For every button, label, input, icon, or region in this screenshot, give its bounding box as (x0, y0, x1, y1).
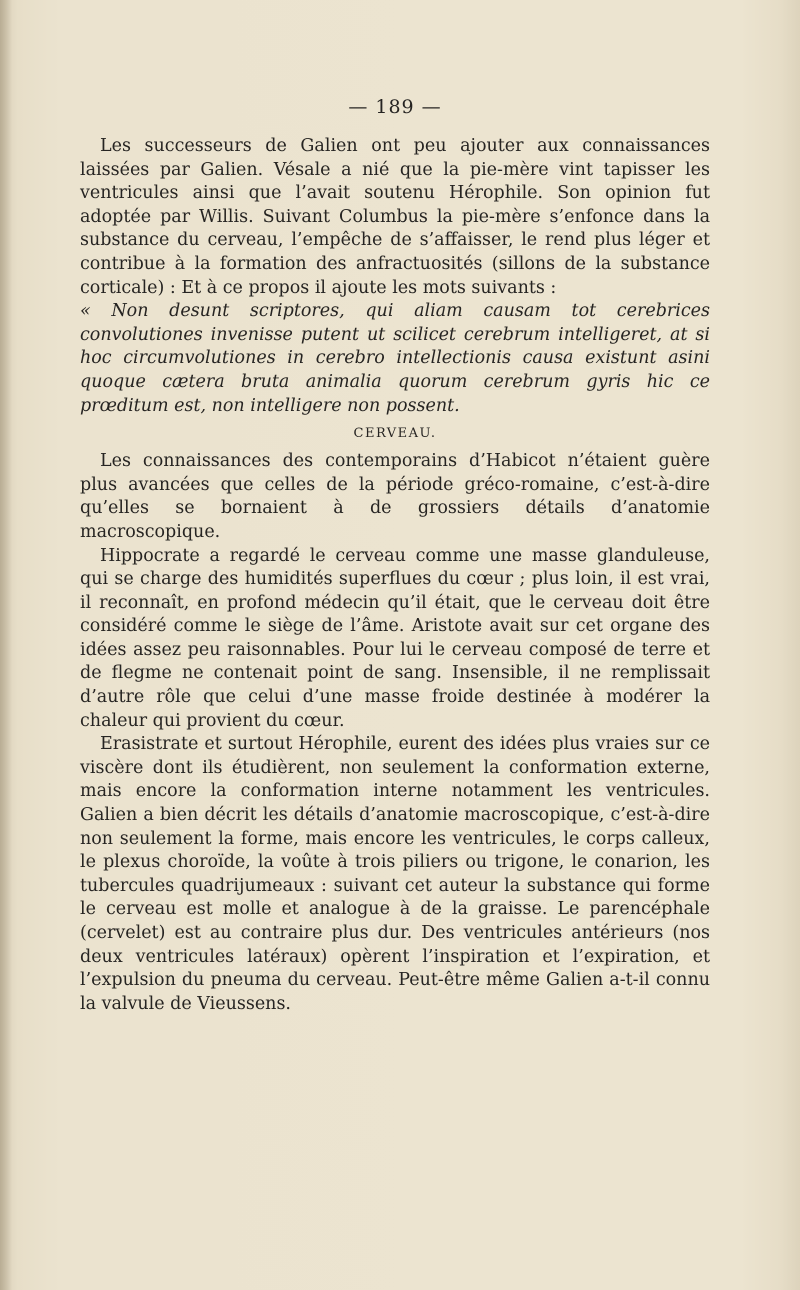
paragraph-contemporains: Les connaissances des contemporains d’Habicot n’étaient guère plus avancées que celles de la période gréco-romaine, c’est-à-dire qu’elles se bornaient à de grossiers détails d’anatomie macroscopique. (80, 451, 710, 542)
paragraph-successeurs: Les successeurs de Galien ont peu ajouter aux connaissances laissées par Galien. Vésale a nié que la pie-mère vint tapisser les ventricules ainsi que l’avait soutenu Hérophile. Son opinion fut adoptée par Willis. Suivant Columbus la pie-mère s’enfonce dans la substance du cerveau, l’empêche de s’affaisser, le rend plus léger et contribue à la formation des anfractuosités (sillons de la substance corticale) : Et à ce propos il ajoute les mots suivants : (80, 136, 710, 298)
page-number: — 189 — (348, 96, 442, 118)
paragraph-erasistrate: Erasistrate et surtout Hérophile, eurent des idées plus vraies sur ce viscère dont ils étudièrent, non seulement la conformation externe, mais encore la conformation interne notamment les ventricules. Galien a bien décrit les détails d’anatomie macroscopique, c’est-à-dire non seulement la forme, mais encore les ventricules, le corps calleux, le plexus choroïde, la voûte à trois piliers ou trigone, le conarion, les tubercules quadrijumeaux : suivant cet auteur la substance qui forme le cerveau est molle et analogue à de la graisse. Le parencéphale (cervelet) est au contraire plus dur. Des ventricules antérieurs (nos deux ventricules latéraux) opèrent l’inspiration et l’expiration, et l’expulsion du pneuma du cerveau. Peut-être même Galien a-t-il connu la valvule de Vieussens. (80, 734, 710, 1014)
page-text-block (80, 95, 710, 1016)
section-heading-cerveau: CERVEAU. (353, 426, 437, 442)
paragraph-hippocrate: Hippocrate a regardé le cerveau comme une masse glanduleuse, qui se charge des humidités superflues du cœur ; plus loin, il est vrai, il reconnaît, en profond médecin qu’il était, que le cerveau doit être considéré comme le siège de l’âme. Aristote avait sur cet organe des idées assez peu raisonnables. Pour lui le cerveau composé de terre et de flegme ne contenait point de sang. Insensible, il ne remplissait d’autre rôle que celui d’une masse froide destinée à modérer la chaleur qui provient du cœur. (80, 545, 710, 731)
latin-quotation: « Non desunt scriptores, qui aliam causam tot cerebrices convolutiones invenisse putent ut scilicet cerebrum intelligeret, at si hoc circumvolutiones in cerebro intellectionis causa existunt asini quoque cætera bruta animalia quorum cerebrum gyris hic ce prœditum est, non intelligere non possent. (80, 301, 710, 416)
spine-shadow (0, 0, 12, 1290)
